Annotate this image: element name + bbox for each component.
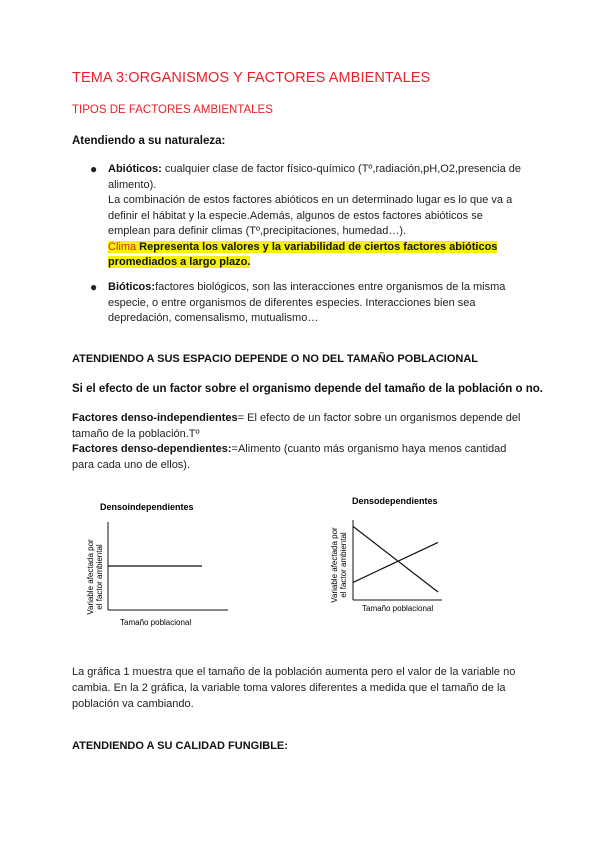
chart2-xlabel: Tamaño poblacional (362, 604, 434, 613)
conclusion-line1: La gráfica 1 muestra que el tamaño de la población aumenta pero el valor de la variable no (72, 666, 516, 678)
abioticos-text2: alimento). (108, 178, 157, 191)
series-line-decreciente (353, 526, 438, 592)
indep-text1: = El efecto de un factor sobre un organismos depende del (237, 412, 521, 424)
bioticos-term: Bióticos: (108, 281, 156, 293)
conclusion-line2: cambia. En la 2 gráfica, la variable toma valores diferentes a medida que el tamaño de la (72, 682, 506, 694)
bioticos-text2: especie, o entre organismos de diferentes especies. Interacciones bien sea (108, 296, 476, 309)
heading-fungible: ATENDIENDO A SU CALIDAD FUNGIBLE: (72, 740, 288, 752)
conclusion-line3: población va cambiando. (72, 698, 194, 710)
chart2-title: Densodependientes (352, 496, 438, 506)
chart1-ylabel-2: el factor ambiental (95, 544, 104, 610)
bullet-dot-icon: ● (90, 162, 98, 176)
chart-densoindependientes (80, 495, 240, 630)
chart-densodependientes (326, 490, 456, 620)
abioticos-para3: emplean para definir climas (Tº,precipitaciones, humedad…). (108, 225, 407, 237)
clima-label: Clima (108, 240, 140, 253)
dep-term: Factores denso-dependientes: (72, 443, 232, 455)
chart1-ylabel-1: Variable afectada por (86, 539, 95, 615)
heading-espacio: ATENDIENDO A SUS ESPACIO DEPENDE O NO DEL TAMAÑO POBLACIONAL (72, 353, 479, 365)
chart1-xlabel: Tamaño poblacional (120, 618, 192, 627)
section-subtitle: TIPOS DE FACTORES AMBIENTALES (72, 104, 273, 116)
page-title: TEMA 3:ORGANISMOS Y FACTORES AMBIENTALES (72, 70, 431, 86)
abioticos-term: Abióticos: (108, 163, 162, 175)
indep-term: Factores denso-independientes (72, 412, 238, 424)
bullet-dot-icon: ● (90, 280, 98, 294)
chart2-ylabel-1: Variable afectada por (330, 527, 339, 603)
abioticos-para1: La combinación de estos factores abióticos en un determinado lugar es lo que va a (108, 194, 513, 206)
abioticos-para2: definir el hábitat y la especie.Además, algunos de estos factores abióticos se (108, 209, 483, 222)
clima-definition-1: Representa los valores y la variabilidad de ciertos factores abióticos (139, 240, 498, 253)
heading-naturaleza: Atendiendo a su naturaleza: (72, 135, 226, 147)
question-text: Si el efecto de un factor sobre el organismo depende del tamaño de la población o no. (72, 383, 543, 395)
bioticos-item (108, 280, 548, 327)
dep-text1: =Alimento (cuanto más organismo haya menos cantidad (231, 443, 507, 455)
series-line-creciente (353, 542, 438, 582)
indep-text2: tamaño de la población.Tº (72, 427, 200, 440)
denso-section (72, 411, 542, 473)
chart1-title: Densoindependientes (100, 502, 194, 512)
abioticos-item (108, 162, 548, 271)
bioticos-text3: depredación, comensalismo, mutualismo… (108, 312, 319, 324)
clima-definition-2: promediados a largo plazo. (108, 256, 251, 268)
conclusion-paragraph (72, 664, 542, 712)
abioticos-text1: cualquier clase de factor físico-químico (Tº,radiación,pH,O2,presencia de (161, 163, 522, 175)
dep-text2: para cada uno de ellos). (72, 458, 191, 471)
bioticos-text1: factores biológicos, son las interacciones entre organismos de la misma (155, 281, 506, 293)
chart2-ylabel-2: el factor ambiental (339, 532, 348, 598)
